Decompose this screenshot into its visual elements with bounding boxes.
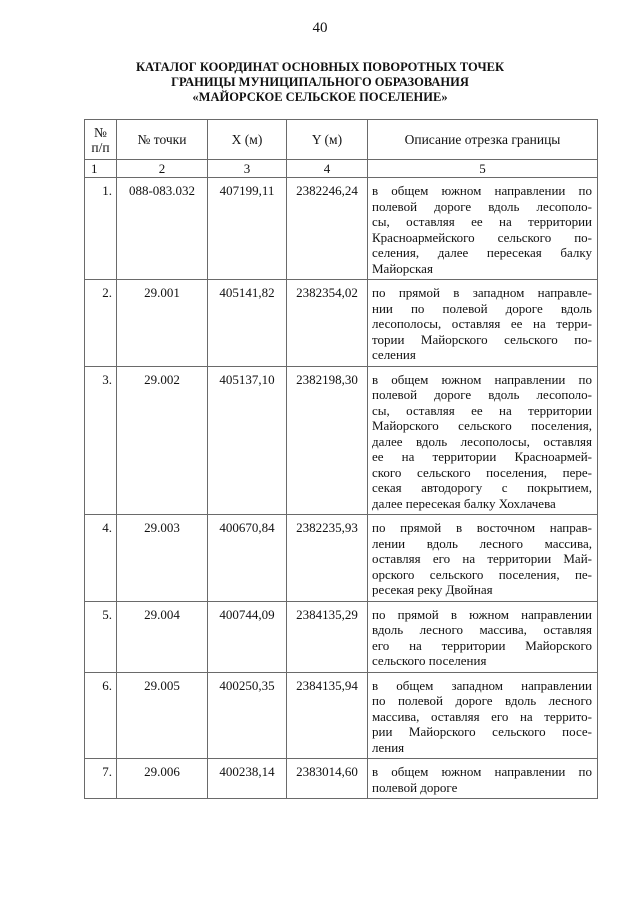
description-line: по прямой в западном направле- bbox=[372, 285, 592, 300]
description-line: в общем южном направлении по bbox=[372, 371, 592, 387]
y-coordinate-cell: 2382198,30 bbox=[287, 366, 368, 515]
column-number: 4 bbox=[287, 160, 368, 178]
description-line: лесополосы, оставляя ее на терри- bbox=[372, 316, 592, 331]
description-cell bbox=[368, 178, 598, 280]
description-cell bbox=[368, 672, 598, 759]
description-line: по прямой в восточном направ- bbox=[372, 520, 592, 535]
table-row bbox=[85, 672, 598, 759]
table-row bbox=[85, 280, 598, 367]
table-row bbox=[85, 366, 598, 515]
description-line: в общем южном направлении по bbox=[372, 183, 592, 198]
y-coordinate-cell: 2384135,29 bbox=[287, 601, 368, 672]
point-number-cell: 29.001 bbox=[117, 280, 208, 367]
header-y: Y (м) bbox=[287, 120, 368, 160]
description-line: его на территории Майорского bbox=[372, 637, 592, 653]
description-line: в общем западном направлении bbox=[372, 677, 592, 693]
description-line: селения, далее пересекая балку bbox=[372, 245, 592, 260]
description-line: сельского поселения bbox=[372, 653, 487, 668]
header-num-abbrev: п/п bbox=[91, 139, 110, 155]
column-number: 5 bbox=[368, 160, 598, 178]
header-description: Описание отрезка границы bbox=[368, 120, 598, 160]
description-line: ее на территории Красноармей- bbox=[372, 449, 592, 464]
y-coordinate-cell: 2382246,24 bbox=[287, 178, 368, 280]
table-row bbox=[85, 601, 598, 672]
row-number-cell: 6. bbox=[85, 672, 117, 759]
row-number-cell: 7. bbox=[85, 759, 117, 799]
table-row bbox=[85, 178, 598, 280]
description-cell bbox=[368, 759, 598, 799]
column-number: 1 bbox=[85, 160, 117, 178]
description-line: ского сельского поселения, пере- bbox=[372, 464, 592, 480]
title-line-1: КАТАЛОГ КООРДИНАТ ОСНОВНЫХ ПОВОРОТНЫХ ТОЧЕК bbox=[135, 60, 505, 74]
description-line: Майорского сельского поселения, bbox=[372, 418, 592, 433]
title-line-2: ГРАНИЦЫ МУНИЦИПАЛЬНОГО ОБРАЗОВАНИЯ bbox=[171, 75, 469, 89]
description-line: оставляя его на территории Май- bbox=[372, 551, 592, 566]
header-row-number bbox=[85, 120, 117, 160]
table-row bbox=[85, 515, 598, 602]
description-line: полевой дороге bbox=[372, 779, 458, 795]
y-coordinate-cell: 2382354,02 bbox=[287, 280, 368, 367]
description-line: орского сельского поселения, пе- bbox=[372, 566, 592, 582]
description-cell bbox=[368, 280, 598, 367]
description-line: тории Майорского сельского по- bbox=[372, 331, 592, 347]
description-cell bbox=[368, 366, 598, 515]
header-point-number: № точки bbox=[117, 120, 208, 160]
description-line: в общем южном направлении по bbox=[372, 764, 592, 779]
column-number: 2 bbox=[117, 160, 208, 178]
x-coordinate-cell: 400250,35 bbox=[208, 672, 287, 759]
point-number-cell: 29.006 bbox=[117, 759, 208, 799]
document-title bbox=[0, 60, 640, 105]
row-number-cell: 4. bbox=[85, 515, 117, 602]
description-line: по полевой дороге вдоль лесного bbox=[372, 693, 592, 708]
description-line: полевой дороге вдоль лесополо- bbox=[372, 387, 592, 402]
y-coordinate-cell: 2384135,94 bbox=[287, 672, 368, 759]
row-number-cell: 5. bbox=[85, 601, 117, 672]
description-line: по прямой в южном направлении bbox=[372, 606, 592, 622]
x-coordinate-cell: 400238,14 bbox=[208, 759, 287, 799]
description-cell bbox=[368, 601, 598, 672]
description-line: секая автодорогу с покрытием, bbox=[372, 480, 592, 495]
description-line: сы, оставляя ее на территории bbox=[372, 402, 592, 418]
y-coordinate-cell: 2383014,60 bbox=[287, 759, 368, 799]
table-row bbox=[85, 759, 598, 799]
description-line: лении вдоль лесного массива, bbox=[372, 535, 592, 551]
table-header-row bbox=[85, 120, 598, 160]
point-number-cell: 29.002 bbox=[117, 366, 208, 515]
point-number-cell: 29.004 bbox=[117, 601, 208, 672]
description-line: рии Майорского сельского посе- bbox=[372, 724, 592, 739]
row-number-cell: 2. bbox=[85, 280, 117, 367]
description-line: сы, оставляя ее на территории bbox=[372, 214, 592, 229]
description-line: далее пересекая балку Хохлачева bbox=[372, 495, 556, 511]
point-number-cell: 29.005 bbox=[117, 672, 208, 759]
page-number: 40 bbox=[312, 20, 328, 36]
column-number-row bbox=[85, 160, 598, 178]
description-cell bbox=[368, 515, 598, 602]
description-line: селения bbox=[372, 347, 416, 362]
row-number-cell: 1. bbox=[85, 178, 117, 280]
point-number-cell: 088-083.032 bbox=[117, 178, 208, 280]
description-line: полевой дороге вдоль лесополо- bbox=[372, 198, 592, 214]
x-coordinate-cell: 405141,82 bbox=[208, 280, 287, 367]
x-coordinate-cell: 400670,84 bbox=[208, 515, 287, 602]
description-line: ления bbox=[372, 739, 405, 755]
column-number: 3 bbox=[208, 160, 287, 178]
description-line: вдоль лесного массива, оставляя bbox=[372, 622, 592, 637]
x-coordinate-cell: 407199,11 bbox=[208, 178, 287, 280]
row-number-cell: 3. bbox=[85, 366, 117, 515]
table-body bbox=[85, 178, 598, 799]
title-line-3: «МАЙОРСКОЕ СЕЛЬСКОЕ ПОСЕЛЕНИЕ» bbox=[192, 90, 448, 104]
y-coordinate-cell: 2382235,93 bbox=[287, 515, 368, 602]
description-line: Красноармейского сельского по- bbox=[372, 229, 592, 245]
coordinates-table bbox=[84, 119, 598, 799]
header-x: X (м) bbox=[208, 120, 287, 160]
x-coordinate-cell: 405137,10 bbox=[208, 366, 287, 515]
point-number-cell: 29.003 bbox=[117, 515, 208, 602]
x-coordinate-cell: 400744,09 bbox=[208, 601, 287, 672]
description-line: Майорская bbox=[372, 260, 433, 276]
description-line: нии по полевой дороге вдоль bbox=[372, 300, 592, 316]
description-line: далее вдоль лесополосы, оставляя bbox=[372, 433, 592, 449]
header-num-symbol: № bbox=[94, 124, 107, 140]
description-line: массива, оставляя его на террито- bbox=[372, 708, 592, 724]
description-line: ресекая реку Двойная bbox=[372, 582, 493, 597]
